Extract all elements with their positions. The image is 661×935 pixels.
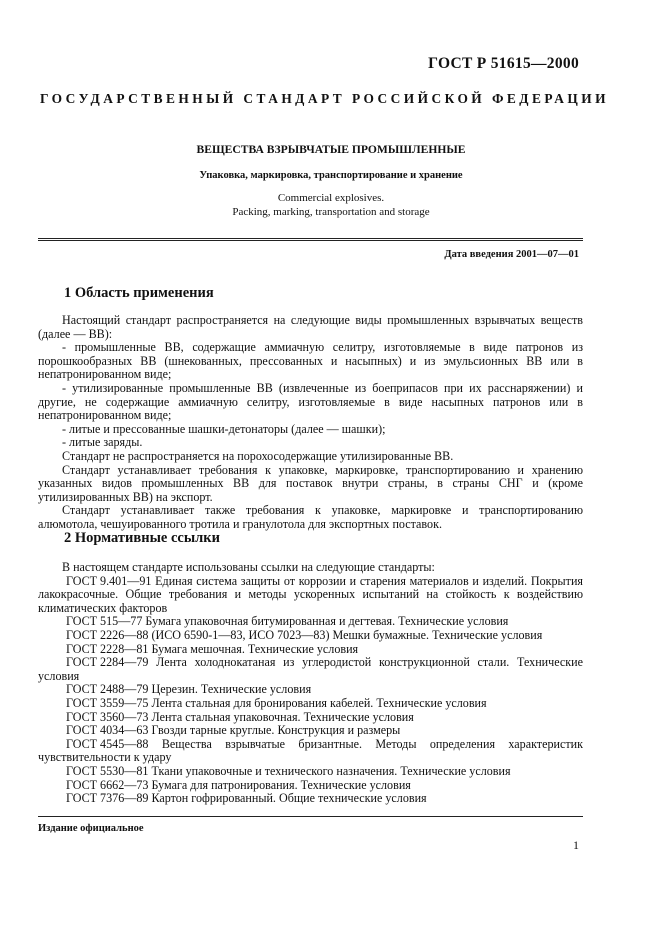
section-1-paragraph: - промышленные ВВ, содержащие аммиачную селитру, изготовляемые в виде патронов из порошкообразных ВВ (шнекованных, прессованных и насыпных) и из эмульсионных ВВ или в непатронированном виде; — [38, 340, 583, 382]
state-standard-heading: ГОСУДАРСТВЕННЫЙ СТАНДАРТ РОССИЙСКОЙ ФЕДЕРАЦИИ — [40, 91, 609, 106]
reference-code: ГОСТ 2284—79 — [66, 655, 149, 670]
section-2-body — [38, 561, 583, 806]
header-divider-top — [38, 238, 583, 239]
document-code: ГОСТ Р 51615—2000 — [428, 55, 579, 72]
reference-title: Лента холоднокатаная из углеродистой конструкционной стали. Технические условия — [38, 655, 583, 683]
reference-item — [38, 738, 583, 765]
edition-label: Издание официальное — [38, 823, 144, 834]
reference-code: ГОСТ 2488—79 — [66, 682, 149, 697]
header-divider-bottom — [38, 240, 583, 241]
reference-code: ГОСТ 4034—63 — [66, 723, 149, 738]
section-1-heading: 1 Область применения — [64, 285, 214, 301]
reference-item — [38, 724, 583, 738]
english-title-line-1: Commercial explosives. — [277, 192, 385, 204]
references-intro: В настоящем стандарте использованы ссылки на следующие стандарты: — [62, 560, 435, 574]
reference-title: Церезин. Технические условия — [151, 682, 312, 697]
reference-title: (ИСО 6590-1—83, ИСО 7023—83) Мешки бумажные. Технические условия — [151, 627, 543, 642]
section-1-paragraph: Настоящий стандарт распространяется на следующие виды промышленных взрывчатых веществ (далее — ВВ): — [38, 313, 583, 341]
reference-item — [38, 697, 583, 711]
document-subtitle: Упаковка, маркировка, транспортирование и хранение — [199, 170, 463, 181]
reference-code: ГОСТ 9.401—91 — [66, 573, 152, 588]
reference-code: ГОСТ 6662—73 — [66, 777, 149, 792]
reference-title: Картон гофрированный. Общие технические условия — [151, 791, 427, 806]
reference-title: Бумага упаковочная битумированная и дегтевая. Технические условия — [145, 614, 509, 629]
reference-item — [38, 643, 583, 657]
reference-title: Лента стальная для бронирования кабелей. Технические условия — [151, 695, 487, 710]
section-1-paragraph: Стандарт устанавливает также требования к упаковке, маркировке и транспортированию алюмотола, чешуированного тротила и гранулотола для экспортных поставок. — [38, 503, 583, 531]
reference-item — [38, 575, 583, 616]
introduction-date: Дата введения 2001—07—01 — [444, 249, 579, 260]
reference-title: Единая система защиты от коррозии и старения материалов и изделий. Покрытия лакокрасочные. Общие требования и методы ускоренных испытаний на стойкость к воздействию климатических факторов — [38, 573, 583, 615]
reference-title: Бумага мешочная. Технические условия — [151, 641, 359, 656]
reference-code: ГОСТ 5530—81 — [66, 763, 149, 778]
reference-item — [38, 683, 583, 697]
section-1-paragraph: Стандарт не распространяется на порохосодержащие утилизированные ВВ. — [62, 448, 454, 463]
reference-item — [38, 779, 583, 793]
reference-item — [38, 711, 583, 725]
english-title-line-2: Packing, marking, transportation and storage — [232, 206, 430, 218]
reference-code: ГОСТ 4545—88 — [66, 736, 149, 751]
reference-code: ГОСТ 2226—88 — [66, 627, 149, 642]
document-title: ВЕЩЕСТВА ВЗРЫВЧАТЫЕ ПРОМЫШЛЕННЫЕ — [196, 143, 466, 156]
reference-code: ГОСТ 515—77 — [66, 614, 143, 629]
section-1-paragraph: - литые заряды. — [62, 435, 143, 450]
reference-code: ГОСТ 3560—73 — [66, 709, 149, 724]
reference-title: Бумага для патронирования. Технические условия — [151, 777, 411, 792]
reference-title: Вещества взрывчатые бризантные. Методы определения характеристик чувствительности к удару — [38, 736, 583, 765]
reference-code: ГОСТ 3559—75 — [66, 695, 149, 710]
page-number: 1 — [573, 838, 579, 852]
section-1-paragraph: Стандарт устанавливает требования к упаковке, маркировке, транспортированию и хранению указанных видов промышленных ВВ для поставок внутри страны, в страны СНГ и (кроме утилизированных ВВ) на экспорт. — [38, 462, 583, 504]
reference-code: ГОСТ 7376—89 — [66, 791, 149, 806]
section-1-body — [38, 314, 583, 532]
footer-divider — [38, 816, 583, 817]
reference-item — [38, 615, 583, 629]
reference-title: Ткани упаковочные и технического назначения. Технические условия — [151, 763, 511, 778]
reference-item — [38, 765, 583, 779]
reference-item — [38, 656, 583, 683]
reference-code: ГОСТ 2228—81 — [66, 641, 149, 656]
reference-title: Гвозди тарные круглые. Конструкция и размеры — [151, 723, 401, 738]
reference-item — [38, 629, 583, 643]
section-2-heading: 2 Нормативные ссылки — [64, 530, 220, 546]
reference-item — [38, 792, 583, 806]
section-1-paragraph: - утилизированные промышленные ВВ (извлеченные из боеприпасов при их расснаряжении) и другие, не содержащие аммиачную селитру, изготовляемые в виде насыпных патронов или в непатронированном виде; — [38, 380, 583, 423]
reference-title: Лента стальная упаковочная. Технические условия — [151, 709, 414, 724]
section-1-paragraph: - литые и прессованные шашки-детонаторы (далее — шашки); — [62, 421, 386, 436]
